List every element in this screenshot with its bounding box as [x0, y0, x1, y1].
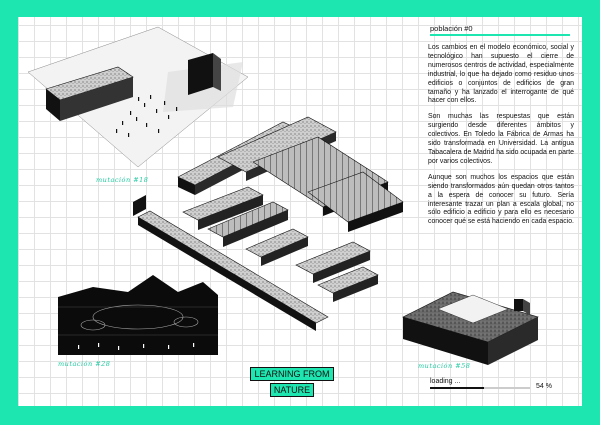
caption-mutation-28: mutación #28: [58, 360, 111, 368]
loading-percent: 54 %: [536, 383, 552, 390]
paragraph-2: Son muchas las respuestas que están surgiendo desde diferentes ámbitos y colectivos. En Toledo la Fábrica de Armas ha sido transformada en Universidad. La antigua Tabacalera de Madrid ha sido ocupada en parte por varios colectivos.: [428, 113, 574, 165]
section-illustration: [58, 275, 218, 355]
page: [18, 17, 582, 406]
body-text: [428, 44, 574, 234]
title-line-1: LEARNING FROM: [250, 367, 333, 381]
title-box: [246, 366, 338, 398]
paragraph-1: Los cambios en el modelo económico, social y tecnológico han supuesto el cierre de numerosos centros de actividad, especialmente industrial, lo que ha dejado como residuo unos edificios o conjuntos de edificios de gran tamaño y ha lanzado el interrogante de qué hacer con ellos.: [428, 44, 574, 105]
caption-mutation-58: mutación #58: [418, 362, 471, 370]
title-line-2: NATURE: [270, 383, 314, 397]
page-heading: población #0: [430, 24, 570, 36]
courtyard-illustration: [403, 292, 538, 365]
loading-fill: [430, 387, 484, 389]
loading-label: loading ...: [430, 378, 461, 385]
plaza-illustration: [28, 27, 248, 167]
caption-mutation-18: mutación #18: [96, 176, 149, 184]
loading-track: [430, 387, 530, 389]
loading-indicator: [430, 378, 572, 390]
paragraph-3: Aunque son muchos los espacios que están siendo transformados aún quedan otros tantos a la espera de conocer su futuro. Sería interesante trazar un plan a escala global, no sólo edificio a edificio y para ello es necesario conocer qué se está haciendo en cada espacio.: [428, 173, 574, 226]
